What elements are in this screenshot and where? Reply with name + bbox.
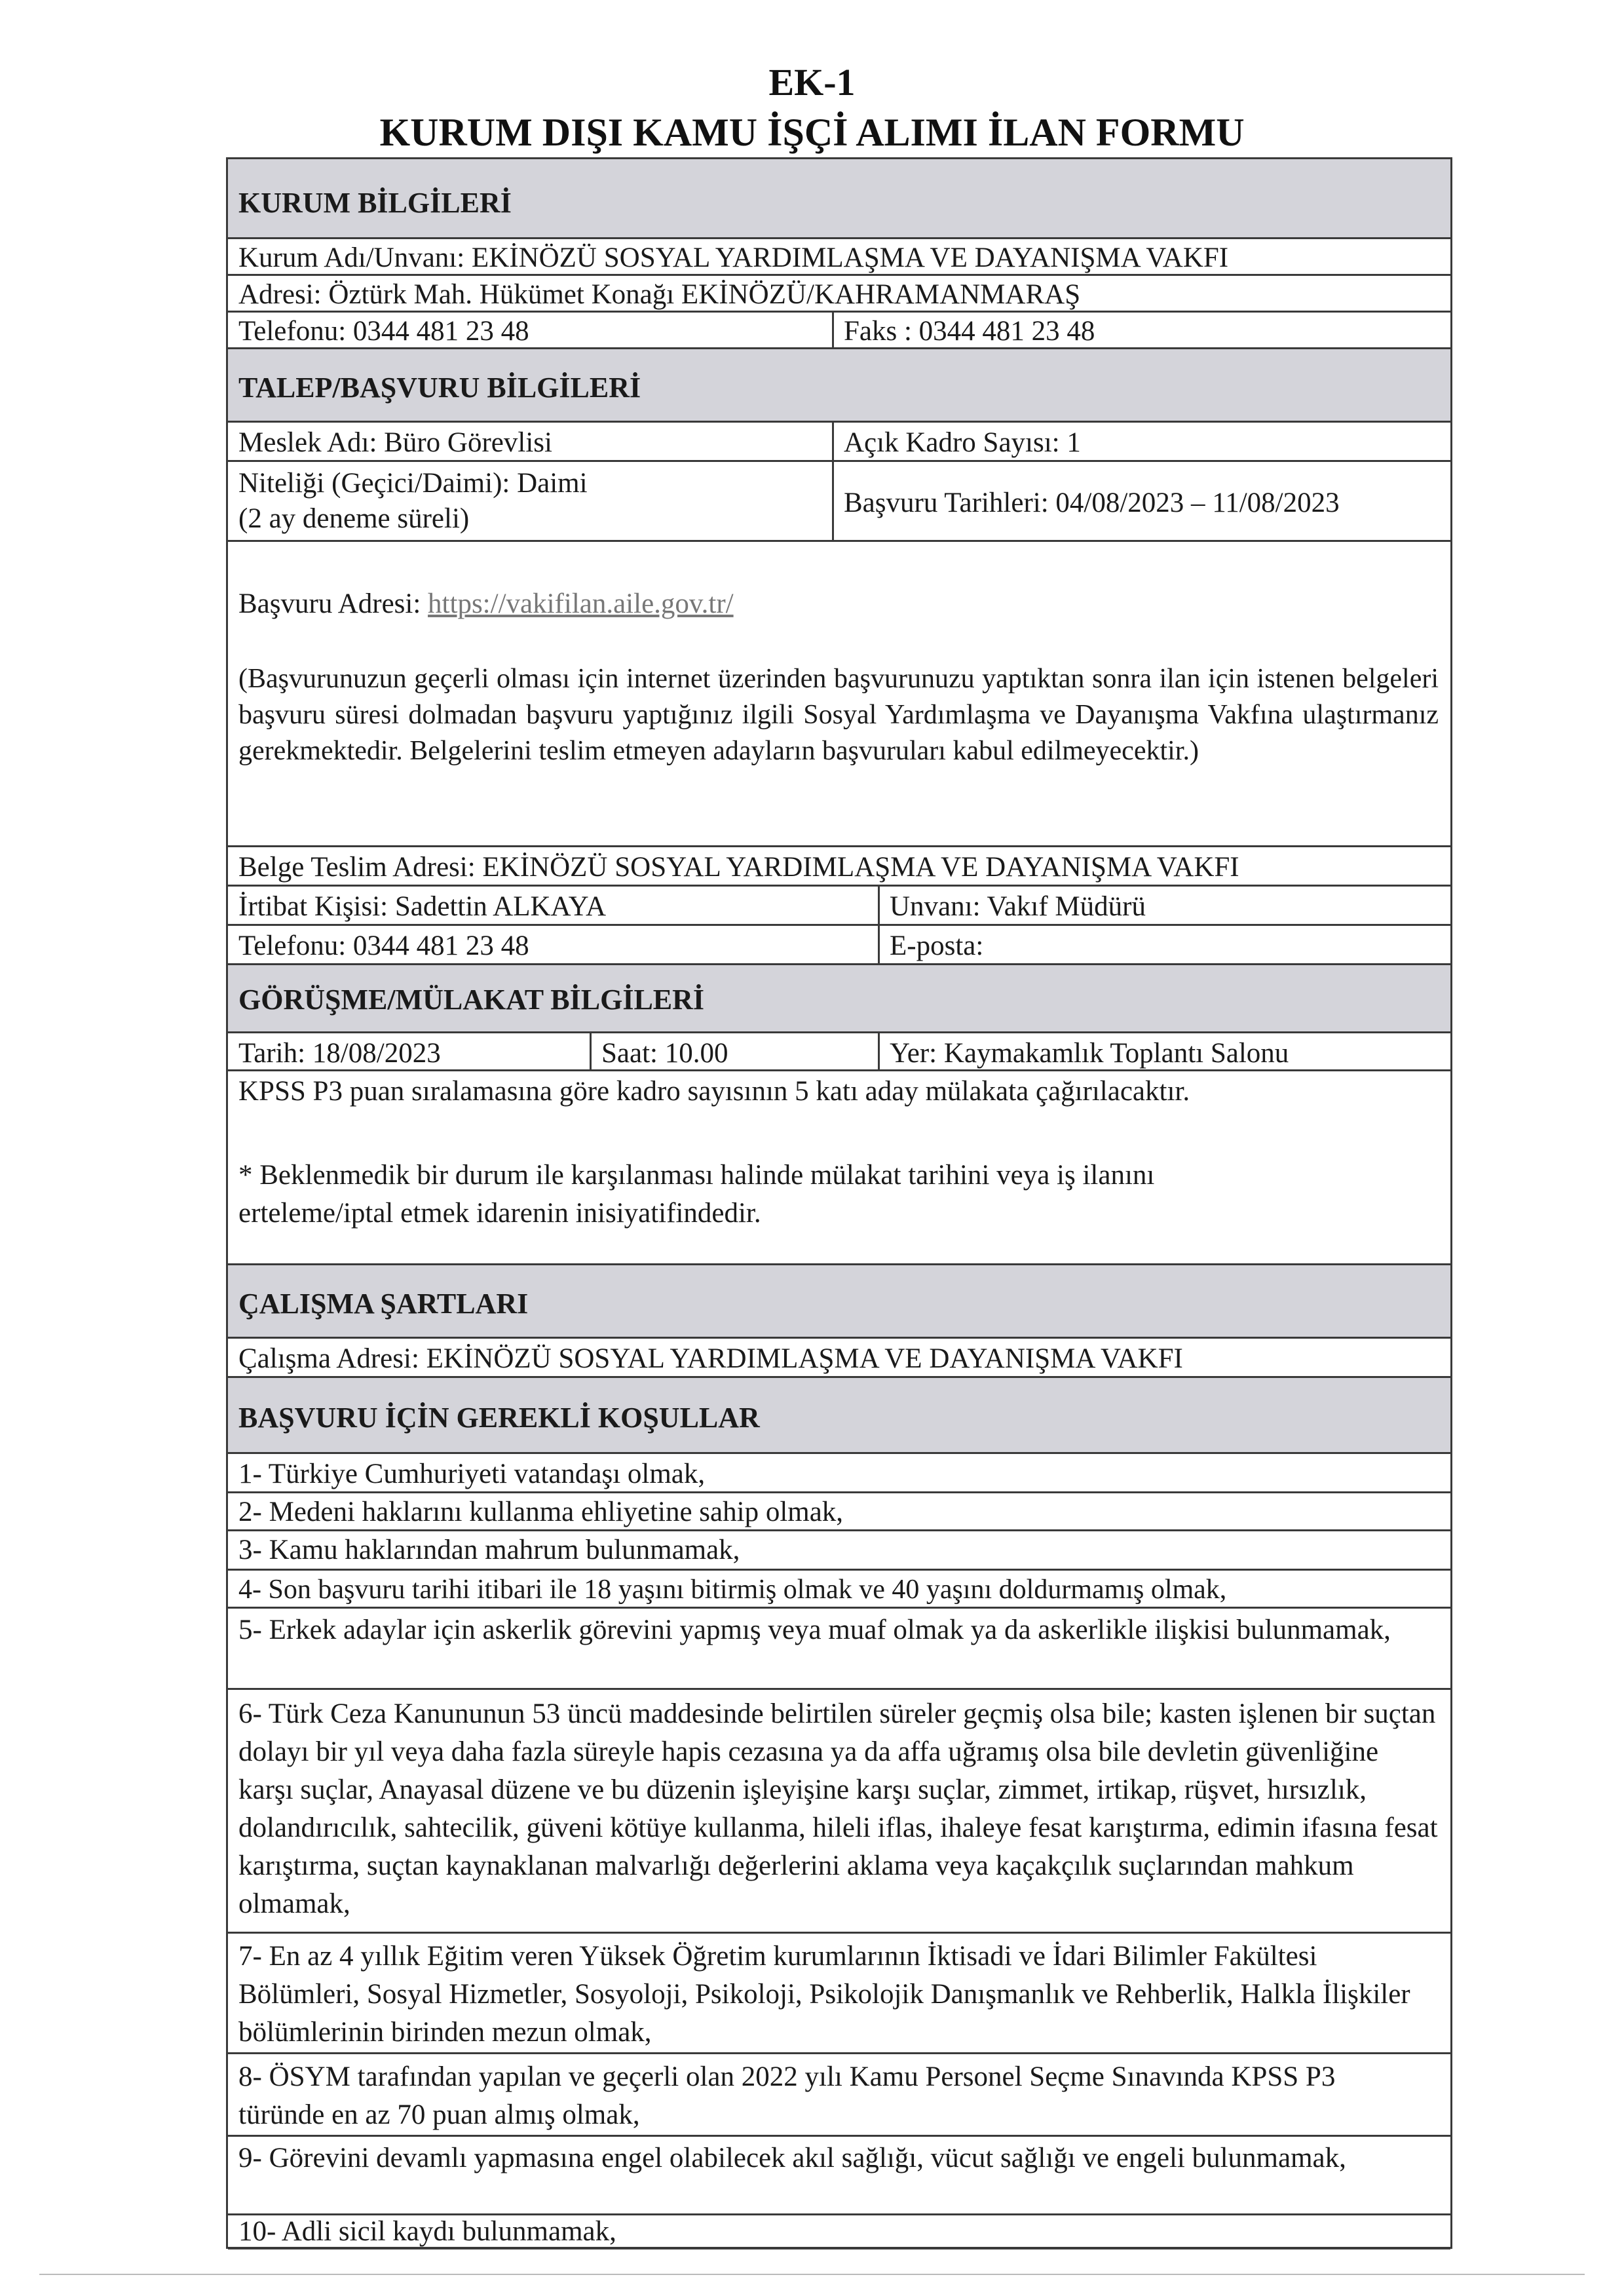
- application-link[interactable]: https://vakifilan.aile.gov.tr/: [428, 588, 734, 619]
- contact-phone: Telefonu: 0344 481 23 48: [238, 930, 529, 961]
- contact-person: İrtibat Kişisi: Sadettin ALKAYA: [238, 891, 606, 922]
- contact-title: Unvanı: Vakıf Müdürü: [890, 891, 1146, 922]
- contact-phone-row: [228, 926, 1450, 965]
- kurum-name: Kurum Adı/Unvanı: EKİNÖZÜ SOSYAL YARDIMLAŞMA VE DAYANIŞMA VAKFI: [238, 242, 1229, 273]
- announcement-form: [226, 157, 1452, 2249]
- requirement-item: 6- Türk Ceza Kanununun 53 üncü maddesinde belirtilen süreler geçmiş olsa bile; kasten işlenen bir suçtan dolayı bir yıl veya daha fazla süreyle hapis cezasına ya da affa uğramış olsa bile devletin güvenliğine karşı suçlar, Anayasal düzene ve bu düzenin işleyişine karşı suçlar, zimmet, irtikap, rüşvet, hırsızlık, dolandırıcılık, sahtecilik, güveni kötüye kullanma, hileli iflas, ihaleye fesat karıştırma, edimin ifasına fesat karıştırma, suçtan kaynaklanan malvarlığı değerlerini aklama veya kaçakçılık suçlarından mahkum olmamak,: [228, 1690, 1450, 1934]
- interview-note-kpss: KPSS P3 puan sıralamasına göre kadro sayısının 5 katı aday mülakata çağırılacaktır.: [238, 1076, 1190, 1107]
- requirement-item: 10- Adli sicil kaydı bulunmamak,: [228, 2215, 1450, 2249]
- document-code: EK-1: [768, 61, 856, 104]
- section-header-kurum: KURUM BİLGİLERİ: [228, 159, 1450, 239]
- section-header-talep: TALEP/BAŞVURU BİLGİLERİ: [228, 349, 1450, 423]
- kurum-name-row: [228, 239, 1450, 276]
- open-positions: Açık Kadro Sayısı: 1: [844, 427, 1081, 458]
- requirement-item: 4- Son başvuru tarihi itibari ile 18 yaşını bitirmiş olmak ve 40 yaşını doldurmamış olmak,: [228, 1571, 1450, 1609]
- work-address: Çalışma Adresi: EKİNÖZÜ SOSYAL YARDIMLAŞMA VE DAYANIŞMA VAKFI: [238, 1343, 1183, 1374]
- requirement-item: 9- Görevini devamlı yapmasına engel olabilecek akıl sağlığı, vücut sağlığı ve engeli bulunmamak,: [228, 2137, 1450, 2215]
- application-info-block: [228, 542, 1450, 847]
- kurum-address: Adresi: Öztürk Mah. Hükümet Konağı EKİNÖZÜ/KAHRAMANMARAŞ: [238, 279, 1081, 310]
- requirement-item: 8- ÖSYM tarafından yapılan ve geçerli olan 2022 yılı Kamu Personel Seçme Sınavında KPSS P3 türünde en az 70 puan almış olmak,: [228, 2054, 1450, 2137]
- page-bottom-line: [39, 2274, 1585, 2275]
- interview-location: Yer: Kaymakamlık Toplantı Salonu: [890, 1038, 1289, 1069]
- job-nature: Niteliği (Geçici/Daimi): Daimi: [238, 468, 588, 499]
- requirement-item: 1- Türkiye Cumhuriyeti vatandaşı olmak,: [228, 1454, 1450, 1493]
- application-notice: (Başvurunuzun geçerli olması için internet üzerinden başvurunuzu yaptıktan sonra ilan için istenen belgeleri başvuru süresi dolmadan başvuru yaptığınız ilgili Sosyal Yardımlaşma ve Dayanışma Vakfına ulaştırmanız gerekmektedir. Belgelerini teslim etmeyen adayların başvuruları kabul edilmeyecektir.): [238, 664, 1439, 766]
- requirement-item: 7- En az 4 yıllık Eğitim veren Yüksek Öğretim kurumlarının İktisadi ve İdari Bilimler Fakültesi Bölümleri, Sosyal Hizmetler, Sosyoloji, Psikoloji, Psikolojik Danışmanlık ve Rehberlik, Halkla İlişkiler bölümlerinin birinden mezun olmak,: [228, 1934, 1450, 2054]
- work-address-row: [228, 1339, 1450, 1378]
- section-header-kosullar: BAŞVURU İÇİN GEREKLİ KOŞULLAR: [228, 1378, 1450, 1454]
- job-trial-period: (2 ay deneme süreli): [238, 503, 470, 534]
- talep-nature-row: [228, 462, 1450, 542]
- kurum-address-row: [228, 276, 1450, 313]
- kurum-phone: Telefonu: 0344 481 23 48: [238, 316, 529, 347]
- application-address: Başvuru Adresi: https://vakifilan.aile.gov.tr/: [238, 588, 734, 619]
- document-delivery-address: Belge Teslim Adresi: EKİNÖZÜ SOSYAL YARDIMLAŞMA VE DAYANIŞMA VAKFI: [238, 852, 1239, 883]
- interview-time: Saat: 10.00: [601, 1038, 728, 1069]
- talep-job-row: [228, 423, 1450, 462]
- interview-date: Tarih: 18/08/2023: [238, 1038, 441, 1069]
- requirement-item: 3- Kamu haklarından mahrum bulunmamak,: [228, 1531, 1450, 1571]
- interview-row: [228, 1033, 1450, 1071]
- job-title: Meslek Adı: Büro Görevlisi: [238, 427, 552, 458]
- section-header-calisma: ÇALIŞMA ŞARTLARI: [228, 1265, 1450, 1339]
- document-delivery-row: [228, 847, 1450, 887]
- contact-email: E-posta:: [890, 930, 984, 961]
- application-dates: Başvuru Tarihleri: 04/08/2023 – 11/08/2023: [844, 488, 1340, 518]
- document-title: KURUM DIŞI KAMU İŞÇİ ALIMI İLAN FORMU: [379, 111, 1245, 154]
- interview-note-postpone: * Beklenmedik bir durum ile karşılanması halinde mülakat tarihini veya iş ilanını erteleme/iptal etmek idarenin inisiyatifindedir.: [238, 1160, 1155, 1229]
- kurum-fax: Faks : 0344 481 23 48: [844, 316, 1095, 347]
- contact-person-row: [228, 887, 1450, 926]
- requirement-item: 2- Medeni haklarını kullanma ehliyetine sahip olmak,: [228, 1493, 1450, 1531]
- section-header-gorusme: GÖRÜŞME/MÜLAKAT BİLGİLERİ: [228, 965, 1450, 1033]
- interview-notes: [228, 1071, 1450, 1265]
- requirement-item: 5- Erkek adaylar için askerlik görevini yapmış veya muaf olmak ya da askerlikle ilişkisi bulunmamak,: [228, 1609, 1450, 1690]
- kurum-contact-row: [228, 313, 1450, 349]
